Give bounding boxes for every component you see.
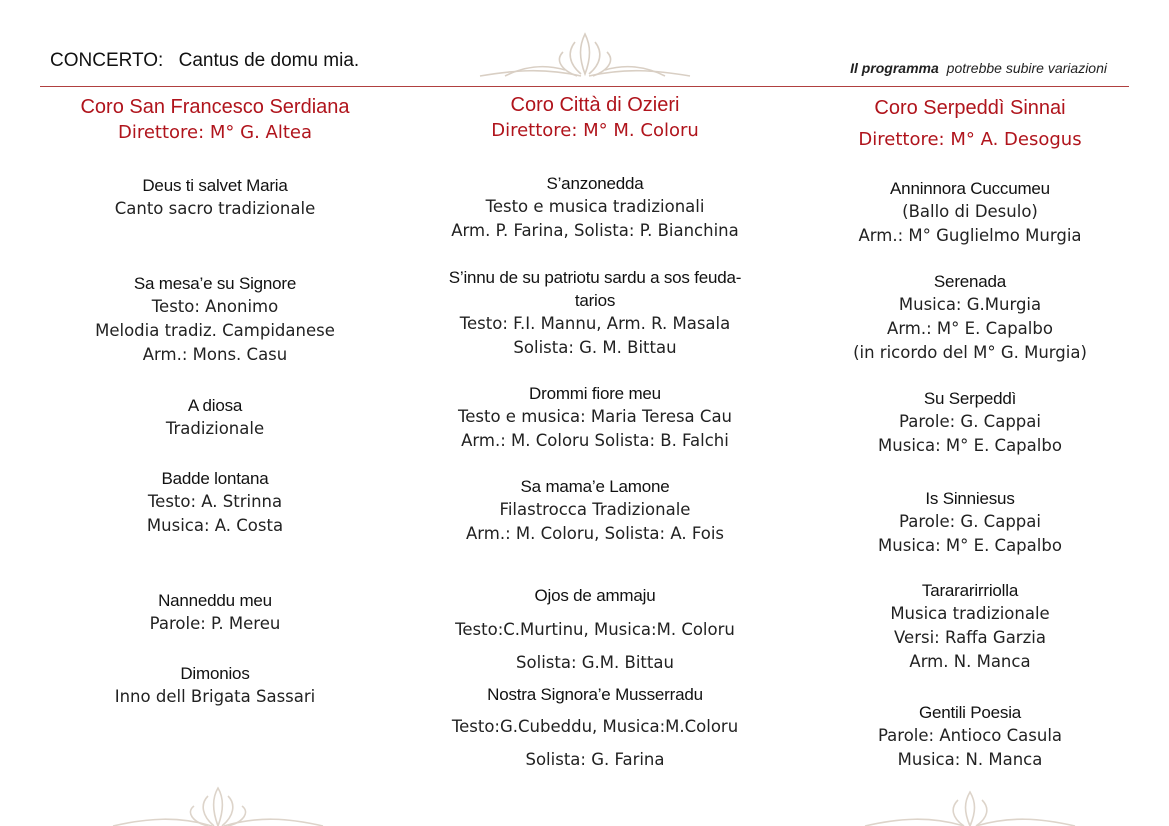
piece-title: Serenada [933,272,1007,291]
choir-name: Coro Serpeddì Sinnai [874,97,1066,119]
piece-credit: Testo e musica tradizionali [485,197,705,216]
piece-title: Tarararirriolla [921,581,1019,600]
piece [820,487,1120,558]
choir-director: Direttore: M° A. Desogus [858,129,1082,150]
piece-title: Badde lontana [161,469,269,488]
column-serdiana-pieces [65,0,365,826]
program-note-rest: potrebbe subire variazioni [946,60,1107,76]
choir-name: Coro San Francesco Serdiana [80,96,350,118]
piece-credit: Filastrocca Tradizionale [499,500,691,519]
piece-credit: Inno dell Brigata Sassari [114,687,316,706]
piece [410,266,780,360]
piece [410,683,780,776]
piece-credit: Testo e musica: Maria Teresa Cau [457,407,733,426]
piece-credit: Arm. P. Farina, Solista: P. Bianchina [451,221,739,240]
piece-credit: Versi: Raffa Garzia [894,628,1046,647]
piece-credit: Testo:C.Murtinu, Musica:M. Coloru [455,620,735,639]
piece-credit: Solista: G. Farina [525,750,665,769]
piece-title: Dimonios [180,664,250,683]
piece-credit: Tradizionale [165,419,265,438]
piece-title: Anninnora Cuccumeu [890,179,1050,198]
concert-name: Cantus de domu mia. [178,50,360,71]
piece-credit: Musica: N. Manca [897,750,1043,769]
piece [65,589,365,636]
bottom-right-ornament [860,786,1080,826]
piece-title: S’anzonedda [546,174,644,193]
piece-credit: Testo:G.Cubeddu, Musica:M.Coloru [451,717,739,736]
piece-credit: (in ricordo del M° G. Murgia) [853,343,1087,362]
column-sinnai-pieces [820,0,1120,826]
choir-director: Direttore: M° M. Coloru [491,120,699,141]
piece-title: tarios [574,291,616,310]
piece-credit: Arm.: M. Coloru, Solista: A. Fois [465,524,725,543]
piece [410,584,780,679]
piece [410,382,780,453]
piece [820,270,1120,365]
piece-credit: Testo: F.I. Mannu, Arm. R. Masala [459,314,731,333]
piece-credit: Solista: G.M. Bittau [516,653,674,672]
piece-credit: Parole: G. Cappai [899,512,1041,531]
piece [410,475,780,546]
piece [65,174,365,221]
piece [65,662,365,709]
bottom-left-ornament [108,784,328,826]
choir-name: Coro Città di Ozieri [510,94,680,116]
piece-credit: Arm.: M° Guglielmo Murgia [858,226,1082,245]
piece-credit: Musica: A. Costa [146,516,284,535]
piece [820,579,1120,674]
piece-credit: Musica: G.Murgia [898,295,1042,314]
piece-title: Deus ti salvet Maria [142,176,288,195]
piece [820,387,1120,458]
piece-credit: Musica: M° E. Capalbo [878,436,1062,455]
piece-credit: Parole: G. Cappai [899,412,1041,431]
piece [820,177,1120,248]
piece-credit: (Ballo di Desulo) [902,202,1038,221]
piece-credit: Arm.: M° E. Capalbo [887,319,1053,338]
piece-title: Gentili Poesia [918,703,1022,722]
piece-title: A diosa [187,396,243,415]
piece-title: Sa mesa’e su Signore [133,274,297,293]
piece-credit: Arm.: M. Coloru Solista: B. Falchi [461,431,729,450]
piece-credit: Melodia tradiz. Campidanese [95,321,335,340]
piece-credit: Solista: G. M. Bittau [513,338,677,357]
piece-credit: Parole: Antioco Casula [877,726,1063,745]
piece [410,172,780,243]
piece-credit: Musica: M° E. Capalbo [878,536,1062,555]
piece [65,467,365,538]
piece-credit: Parole: P. Mereu [149,614,281,633]
program-note-bold: Il programma [850,60,939,76]
piece [820,701,1120,772]
piece-credit: Testo: Anonimo [151,297,279,316]
concert-label: CONCERTO: [50,50,164,71]
piece-title: Ojos de ammaju [534,586,656,605]
piece [65,394,365,441]
piece-credit: Arm. N. Manca [909,652,1031,671]
piece-title: S’innu de su patriotu sardu a sos feuda- [448,268,742,287]
piece-credit: Arm.: Mons. Casu [142,345,288,364]
piece-title: Sa mama’e Lamone [520,477,670,496]
piece-title: Is Sinniesus [925,489,1015,508]
piece-credit: Musica tradizionale [890,604,1050,623]
column-ozieri-pieces [410,0,780,826]
piece-credit: Testo: A. Strinna [147,492,283,511]
piece-title: Su Serpeddì [923,389,1017,408]
piece [65,272,365,367]
piece-credit: Canto sacro tradizionale [114,199,316,218]
choir-director: Direttore: M° G. Altea [117,122,313,143]
piece-title: Drommi fiore meu [529,384,661,403]
piece-title: Nanneddu meu [158,591,272,610]
piece-title: Nostra Signora’e Musserradu [487,685,703,704]
